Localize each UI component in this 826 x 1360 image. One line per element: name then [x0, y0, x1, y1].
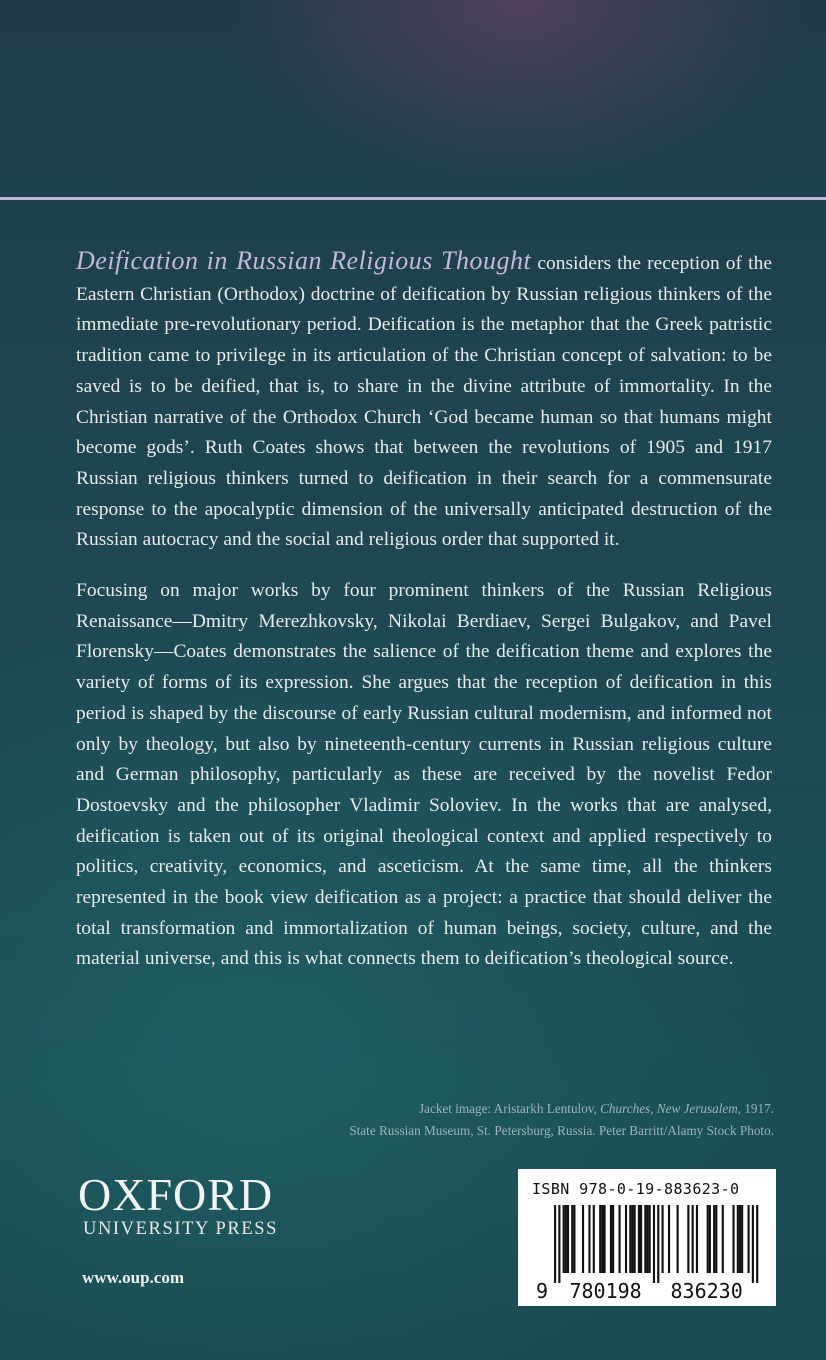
- barcode-bar: [653, 1205, 655, 1283]
- publisher-logo-press: UNIVERSITY PRESS: [83, 1219, 279, 1239]
- barcode-bar: [573, 1205, 575, 1273]
- barcode-bar: [709, 1205, 711, 1273]
- header-divider-rule: [0, 197, 826, 200]
- ean-first-digit: 9: [536, 1279, 549, 1301]
- barcode-bar: [748, 1205, 750, 1273]
- barcode-bar: [741, 1205, 743, 1273]
- barcode-bar: [696, 1205, 698, 1273]
- barcode-bar: [558, 1205, 560, 1283]
- barcode-bar: [722, 1205, 724, 1273]
- barcode-bar: [640, 1205, 642, 1273]
- barcode-bar: [610, 1205, 612, 1273]
- barcode-bar: [565, 1205, 567, 1273]
- barcode-bar: [662, 1205, 664, 1273]
- credit-prefix: Jacket image: Aristarkh Lentulov,: [418, 1101, 601, 1116]
- barcode-bars: [532, 1205, 764, 1301]
- barcode-bar: [593, 1205, 595, 1273]
- credit-year: , 1917.: [737, 1101, 774, 1116]
- artwork-title: Churches, New Jerusalem: [600, 1101, 738, 1116]
- isbn-label: ISBN 978-0-19-883623-0: [532, 1180, 740, 1198]
- barcode-bar: [649, 1205, 651, 1273]
- ean-left-digits: 780198: [569, 1279, 642, 1301]
- barcode-bar: [631, 1205, 633, 1273]
- barcode-bar: [619, 1205, 621, 1273]
- jacket-image-credit: [214, 1098, 774, 1142]
- barcode-bar: [657, 1205, 659, 1283]
- book-title: Deification in Russian Religious Thought: [76, 246, 532, 275]
- ean-right-digits: 836230: [670, 1279, 743, 1301]
- blurb-paragraph-2: Focusing on major works by four prominent thinkers of the Russian Religious Renaissance—Dmitry Merezhkovsky, Nikolai Berdiaev, Sergei Bulgakov, and Pavel Florensky—Coates demonstrates the salience of the deification theme and explores the variety of forms of its expression. She argues that the reception of deification in this period is shaped by the discourse of early Russian cultural modernism, and informed not only by theology, but also by nineteenth-century currents in Russian religious culture and German philosophy, particularly as these are received by the novelist Fedor Dostoevsky and the philosopher Vladimir Soloviev. In the works that are analysed, deification is taken out of its original theological context and applied respectively to politics, creativity, economics, and asceticism. At the same time, all the thinkers represented in the book view deification as a project: a practice that should deliver the total transformation and immortalization of human beings, society, culture, and the material universe, and this is what connects them to deification’s theological source.: [76, 580, 772, 970]
- barcode-bar: [603, 1205, 605, 1273]
- barcode-bar: [638, 1205, 640, 1273]
- paragraph-1-text: considers the reception of the Eastern Christian (Orthodox) doctrine of deification by Russian religious thinkers of the immediate pre-revolutionary period. Deification is the metaphor that the Greek patristic tradition came to privilege in its articulation of the Christian concept of salvation: to be saved is to be deified, that is, to share in the divine attribute of immortality. In the Christian narrative of the Orthodox Church ‘God became human so that humans might become gods’. Ruth Coates shows that between the revolutions of 1905 and 1917 Russian religious thinkers turned to deification in their search for a commensurate response to the apocalyptic dimension of the universally anticipated destruction of the Russian autocracy and the social and religious order that supported it.: [76, 253, 772, 551]
- barcode-bar: [707, 1205, 709, 1273]
- barcode-bar: [756, 1205, 758, 1283]
- barcode-bar: [646, 1205, 648, 1273]
- back-cover-blurb: [76, 246, 772, 995]
- barcode-bar: [739, 1205, 741, 1273]
- barcode-bar: [629, 1205, 631, 1273]
- barcode-bar: [571, 1205, 573, 1273]
- credit-line-2: State Russian Museum, St. Petersburg, Russia. Peter Barritt/Alamy Stock Photo.: [349, 1123, 774, 1138]
- barcode-bar: [668, 1205, 670, 1273]
- barcode-bar: [582, 1205, 584, 1273]
- barcode-bar: [601, 1205, 603, 1273]
- barcode-bar: [563, 1205, 565, 1273]
- barcode-bar: [567, 1205, 569, 1273]
- barcode-bar: [677, 1205, 679, 1273]
- barcode-bar: [692, 1205, 694, 1273]
- barcode-bar: [644, 1205, 646, 1273]
- barcode-bar: [752, 1205, 754, 1283]
- publisher-logo-oxford: OXFORD: [78, 1169, 274, 1220]
- credit-line-1: [214, 1098, 774, 1120]
- barcode-bar: [554, 1205, 556, 1283]
- isbn-barcode: [518, 1169, 776, 1306]
- barcode-bar: [588, 1205, 590, 1273]
- barcode-bar: [713, 1205, 715, 1273]
- barcode-bar: [599, 1205, 601, 1273]
- barcode-bar: [687, 1205, 689, 1273]
- barcode-graphic: [532, 1205, 764, 1301]
- barcode-bar: [625, 1205, 627, 1273]
- barcode-bar: [612, 1205, 614, 1273]
- publisher-url[interactable]: www.oup.com: [82, 1268, 185, 1287]
- blurb-paragraph-1: [76, 246, 772, 556]
- barcode-bar: [737, 1205, 739, 1273]
- barcode-bar: [715, 1205, 717, 1273]
- barcode-bar: [732, 1205, 734, 1273]
- barcode-bar: [634, 1205, 636, 1273]
